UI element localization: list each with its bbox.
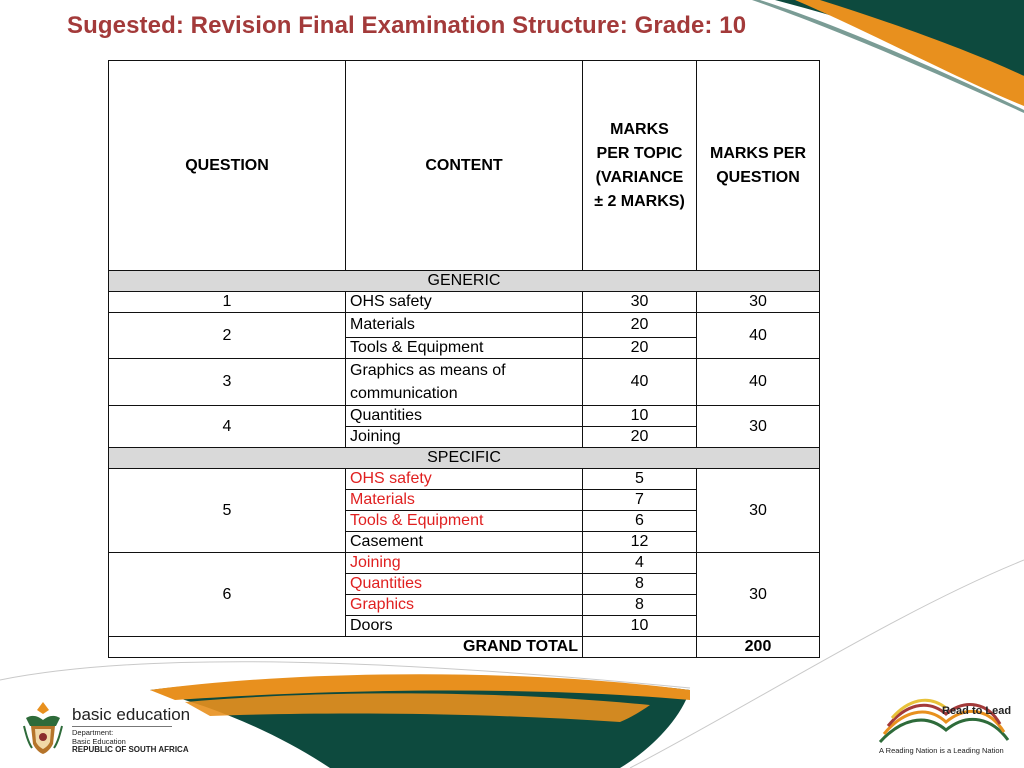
content-cell: Graphics — [346, 595, 583, 616]
total-cell: 40 — [697, 359, 820, 406]
total-cell: 40 — [697, 313, 820, 359]
read-to-lead-slogan: A Reading Nation is a Leading Nation — [879, 746, 1004, 755]
header-marks-line: PER TOPIC — [596, 144, 683, 162]
table-row — [109, 359, 820, 406]
content-cell: Joining — [346, 427, 583, 448]
header-marks-line: MARKS — [610, 120, 669, 138]
header-marks-per-topic — [583, 61, 697, 271]
table-row — [109, 406, 820, 427]
exam-structure-table — [108, 60, 820, 658]
question-cell: 6 — [109, 553, 346, 637]
table-row — [109, 469, 820, 490]
marks-cell: 8 — [583, 595, 697, 616]
content-cell: Materials — [346, 490, 583, 511]
marks-cell: 7 — [583, 490, 697, 511]
marks-cell: 20 — [583, 338, 697, 359]
content-cell: Tools & Equipment — [346, 338, 583, 359]
department-text — [72, 706, 190, 755]
header-content: CONTENT — [346, 61, 583, 271]
marks-cell: 10 — [583, 406, 697, 427]
department-country: REPUBLIC OF SOUTH AFRICA — [72, 745, 189, 754]
header-question: QUESTION — [109, 61, 346, 271]
department-divider — [72, 726, 172, 727]
table-row — [109, 553, 820, 574]
content-cell: OHS safety — [346, 292, 583, 313]
department-name: basic education — [72, 705, 191, 724]
marks-cell: 20 — [583, 313, 697, 338]
marks-cell: 8 — [583, 574, 697, 595]
bottom-swoosh — [150, 674, 690, 768]
grand-total-blank — [583, 637, 697, 658]
marks-cell: 10 — [583, 616, 697, 637]
section-row-generic — [109, 271, 820, 292]
content-line: Graphics as means of — [350, 362, 506, 379]
section-label: SPECIFIC — [109, 448, 820, 469]
grand-total-label: GRAND TOTAL — [109, 637, 583, 658]
content-cell: Doors — [346, 616, 583, 637]
marks-cell: 20 — [583, 427, 697, 448]
table-row — [109, 292, 820, 313]
question-cell: 5 — [109, 469, 346, 553]
coat-of-arms-icon — [22, 700, 64, 756]
content-cell: Quantities — [346, 574, 583, 595]
total-cell: 30 — [697, 553, 820, 637]
header-mpq-line: QUESTION — [716, 168, 800, 186]
marks-cell: 40 — [583, 359, 697, 406]
question-cell: 2 — [109, 313, 346, 359]
read-to-lead-title: Read to Lead — [942, 705, 1012, 717]
marks-cell: 5 — [583, 469, 697, 490]
header-marks-per-question — [697, 61, 820, 271]
table-row — [109, 313, 820, 338]
grand-total-value: 200 — [697, 637, 820, 658]
department-line: Department: — [72, 728, 114, 737]
header-marks-line: ± 2 MARKS) — [594, 192, 685, 210]
content-cell: OHS safety — [346, 469, 583, 490]
marks-cell: 4 — [583, 553, 697, 574]
total-cell: 30 — [697, 469, 820, 553]
marks-cell: 6 — [583, 511, 697, 532]
content-cell: Joining — [346, 553, 583, 574]
content-cell: Casement — [346, 532, 583, 553]
marks-cell: 12 — [583, 532, 697, 553]
question-cell: 3 — [109, 359, 346, 406]
question-cell: 4 — [109, 406, 346, 448]
total-cell: 30 — [697, 292, 820, 313]
page-title: Sugested: Revision Final Examination Structure: Grade: 10 — [67, 12, 747, 39]
total-cell: 30 — [697, 406, 820, 448]
section-label: GENERIC — [109, 271, 820, 292]
marks-cell: 30 — [583, 292, 697, 313]
header-mpq-line: MARKS PER — [709, 144, 806, 162]
header-row — [109, 61, 820, 271]
content-cell: Tools & Equipment — [346, 511, 583, 532]
content-cell: Quantities — [346, 406, 583, 427]
department-line: Basic Education — [72, 736, 126, 746]
content-cell: Materials — [346, 313, 583, 338]
section-row-specific — [109, 448, 820, 469]
header-marks-line: (VARIANCE — [595, 168, 684, 186]
content-line: communication — [350, 385, 458, 402]
content-cell — [346, 359, 583, 406]
question-cell: 1 — [109, 292, 346, 313]
grand-total-row — [109, 637, 820, 658]
